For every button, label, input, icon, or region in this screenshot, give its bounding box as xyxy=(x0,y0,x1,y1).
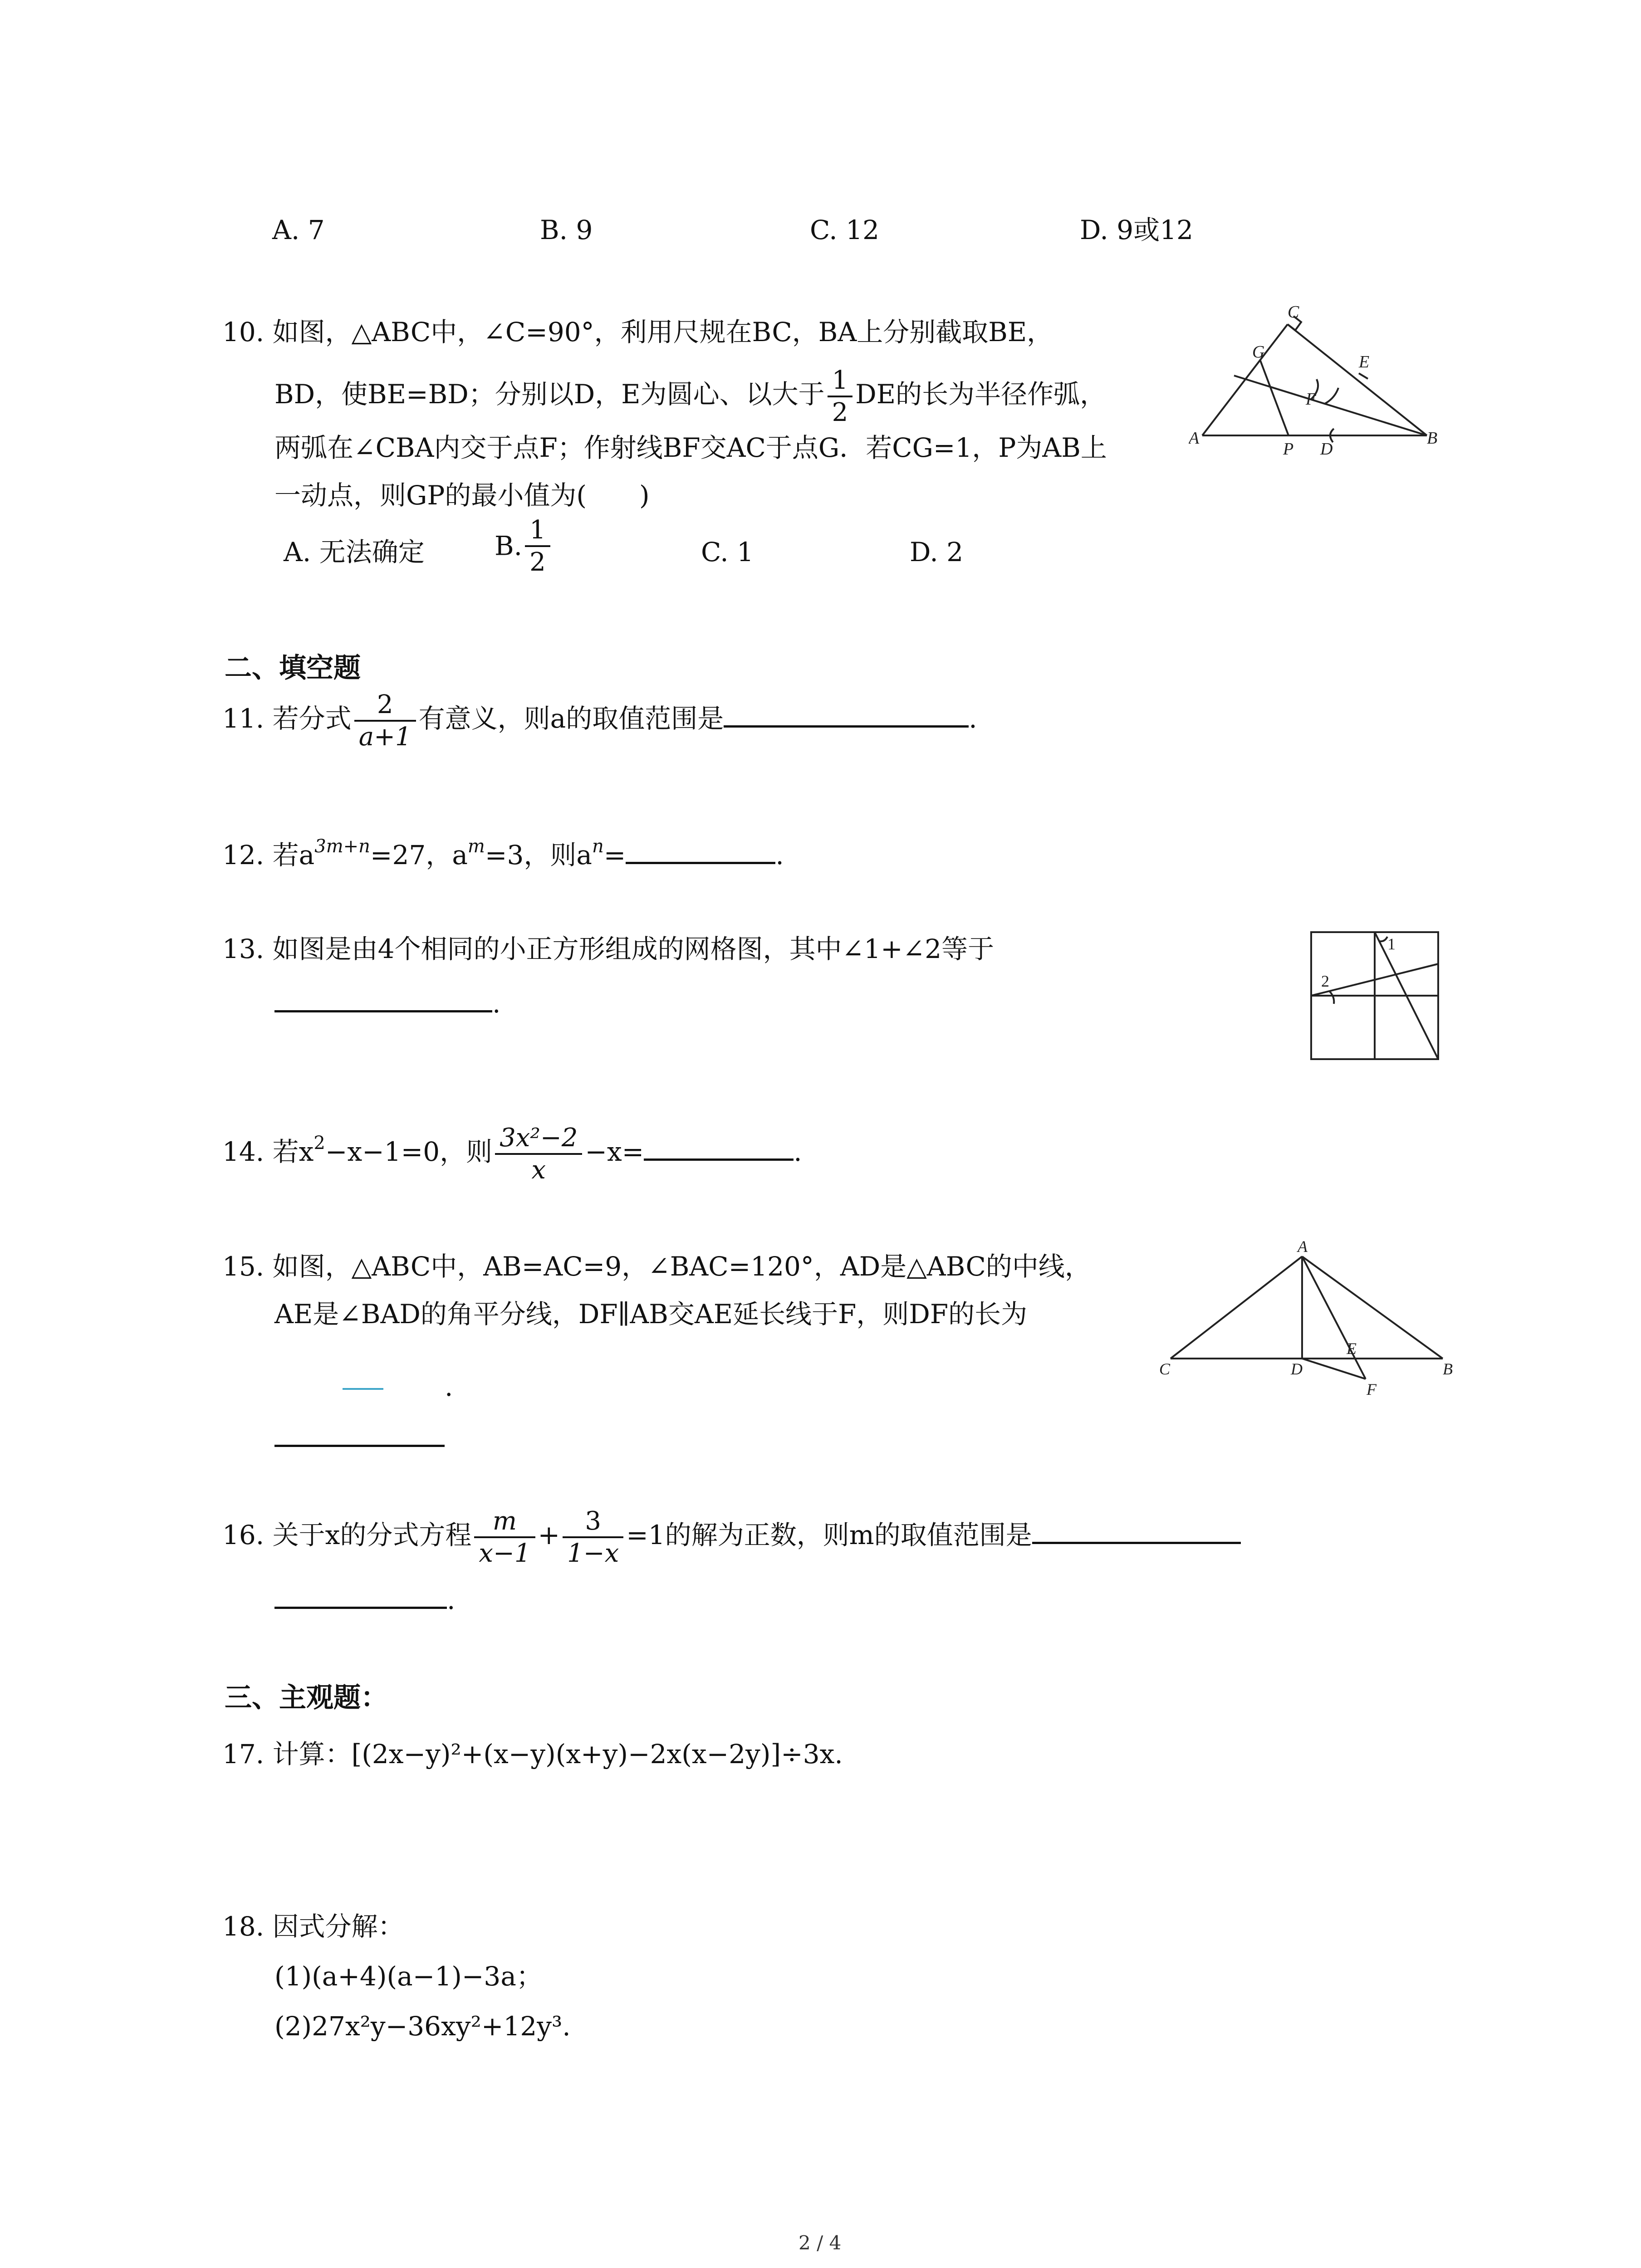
segment-ca xyxy=(1171,1256,1302,1359)
q16-text: =1的解为正数，则m的取值范围是 xyxy=(626,1520,1032,1551)
q10-line1: 10. 如图，△ABC中，∠C=90°，利用尺规在BC，BA上分别截取BE， xyxy=(222,317,1053,347)
q14-prefix: 14. 若x xyxy=(222,1136,314,1168)
q10-option-b xyxy=(495,515,553,577)
q18-part-1: (1)(a+4)(a−1)−3a； xyxy=(274,1961,543,1992)
q16-line1 xyxy=(222,1506,1241,1569)
q15-line2: AE是∠BAD的角平分线，DF∥AB交AE延长线于F，则DF的长为 xyxy=(274,1299,1028,1330)
q12-end: . xyxy=(775,840,784,870)
label-g: G xyxy=(1252,342,1265,362)
q12-exp1: 3m+n xyxy=(314,836,370,857)
q18-title: 18. 因式分解： xyxy=(222,1911,404,1942)
q10-fraction xyxy=(828,365,853,428)
q16-frac1-num: m xyxy=(474,1506,535,1538)
q10-line2-end: DE的长为半径作弧， xyxy=(855,379,1107,410)
q12-exp3: n xyxy=(592,836,604,857)
arc-mark-2 xyxy=(1325,388,1338,404)
q16-line2 xyxy=(274,1583,455,1617)
q10-line2 xyxy=(274,365,1106,428)
angle-arc-2 xyxy=(1329,991,1334,1004)
segment-af xyxy=(1302,1256,1366,1379)
tick-mark-e xyxy=(1359,373,1368,379)
q13-end: . xyxy=(492,988,501,1019)
label-f: F xyxy=(1306,390,1317,409)
q15-dot: . xyxy=(445,1371,453,1402)
section-2-title: 二、填空题 xyxy=(225,652,361,684)
q16-frac2-num: 3 xyxy=(563,1506,623,1538)
q14-fraction xyxy=(495,1123,582,1185)
label-f: F xyxy=(1367,1380,1376,1398)
label-p: P xyxy=(1283,440,1294,459)
q13-grid-figure xyxy=(1307,928,1443,1064)
q11-fraction xyxy=(354,689,416,752)
label-a: A xyxy=(1298,1238,1308,1256)
q16-frac1-den: x−1 xyxy=(479,1539,531,1569)
q10-option-b-label: B. xyxy=(495,530,523,562)
section-3-title: 三、主观题： xyxy=(225,1682,388,1714)
q10-option-a: A. 无法确定 xyxy=(284,537,425,567)
q16-answer-blank-1[interactable] xyxy=(1032,1537,1241,1544)
q14-line xyxy=(222,1123,802,1185)
q10-frac-den: 2 xyxy=(832,398,848,428)
q11-prefix: 11. 若分式 xyxy=(222,703,352,734)
q9-option-b: B. 9 xyxy=(540,215,593,245)
label-a: A xyxy=(1189,429,1200,448)
q12-mid1: =27，a xyxy=(370,840,468,870)
q11-text: 有意义，则a的取值范围是 xyxy=(418,703,724,734)
q9-option-c: C. 12 xyxy=(810,215,879,245)
q10-option-b-fraction xyxy=(525,515,550,577)
q14-frac-num: 3x²−2 xyxy=(495,1123,582,1155)
q13-answer-blank[interactable] xyxy=(274,1006,492,1012)
q10-line4: 一动点，则GP的最小值为( ) xyxy=(274,480,650,511)
ray-bg xyxy=(1234,376,1427,435)
label-e: E xyxy=(1347,1339,1357,1358)
q14-post: −x= xyxy=(585,1136,644,1168)
q10-line3: 两弧在∠CBA内交于点F；作射线BF交AC于点G．若CG=1，P为AB上 xyxy=(274,432,1107,463)
q12-mid2: =3，则a xyxy=(485,840,592,870)
q13-line2 xyxy=(274,987,500,1021)
label-d: D xyxy=(1320,440,1333,459)
q16-frac2-den: 1−x xyxy=(567,1539,619,1569)
q12-prefix: 12. 若a xyxy=(222,840,315,870)
angle-label-1: 1 xyxy=(1387,935,1396,953)
q15-answer-blank[interactable] xyxy=(274,1440,445,1447)
q16-fraction-2 xyxy=(563,1506,623,1569)
angle-label-2: 2 xyxy=(1321,972,1329,990)
label-c: C xyxy=(1159,1360,1171,1378)
q16-fraction-1 xyxy=(474,1506,535,1569)
segment-cb xyxy=(1288,324,1427,435)
label-d: D xyxy=(1291,1360,1303,1378)
q12-line xyxy=(222,835,784,872)
q11-frac-den: a+1 xyxy=(358,722,411,752)
q14-frac-den: x xyxy=(531,1155,546,1185)
q11-frac-num: 2 xyxy=(354,689,416,722)
q11-line xyxy=(222,689,977,752)
q14-mid: −x−1=0，则 xyxy=(325,1136,493,1168)
q10-option-d: D. 2 xyxy=(910,537,964,567)
angle-arc-1 xyxy=(1379,937,1387,941)
q9-option-d: D. 9或12 xyxy=(1080,215,1194,245)
q15-line1: 15. 如图，△ABC中，AB=AC=9，∠BAC=120°，AD是△ABC的中线， xyxy=(222,1251,1091,1282)
q13-line1: 13. 如图是由4个相同的小正方形组成的网格图，其中∠1+∠2等于 xyxy=(222,934,994,964)
segment-ab xyxy=(1302,1256,1443,1359)
q10-option-b-den: 2 xyxy=(529,547,546,577)
q12-mid3: = xyxy=(603,840,626,870)
page-number: 2 / 4 xyxy=(798,2232,842,2254)
q12-answer-blank[interactable] xyxy=(626,857,775,864)
q16-answer-blank-2[interactable] xyxy=(274,1602,447,1609)
q10-frac-num: 1 xyxy=(828,365,853,397)
q15-triangle-figure xyxy=(1157,1238,1456,1411)
q11-end: . xyxy=(969,703,977,734)
q10-triangle-figure xyxy=(1189,299,1443,463)
label-b: B xyxy=(1427,429,1438,448)
q15-short-line xyxy=(343,1388,383,1390)
q10-option-b-num: 1 xyxy=(525,515,550,547)
q14-exp: 2 xyxy=(314,1133,325,1154)
q17-text: 17. 计算：[(2x−y)²+(x−y)(x+y)−2x(x−2y)]÷3x. xyxy=(222,1739,843,1769)
label-e: E xyxy=(1359,352,1370,371)
q16-plus: + xyxy=(538,1520,560,1551)
q10-option-c: C. 1 xyxy=(701,537,754,567)
q16-end: . xyxy=(447,1584,456,1615)
q16-prefix: 16. 关于x的分式方程 xyxy=(222,1520,472,1551)
q9-option-a: A. 7 xyxy=(272,215,325,245)
q14-answer-blank[interactable] xyxy=(644,1154,794,1161)
q12-exp2: m xyxy=(467,836,485,857)
label-b: B xyxy=(1443,1360,1453,1378)
q14-end: . xyxy=(794,1136,802,1168)
q18-part-2: (2)27x²y−36xy²+12y³. xyxy=(274,2011,571,2042)
segment-gp xyxy=(1260,361,1288,435)
q11-answer-blank[interactable] xyxy=(724,721,969,728)
q15-line3 xyxy=(274,1440,445,1449)
q10-line2-start: BD，使BE=BD；分别以D，E为圆心、以大于 xyxy=(274,379,825,410)
label-c: C xyxy=(1288,303,1299,322)
